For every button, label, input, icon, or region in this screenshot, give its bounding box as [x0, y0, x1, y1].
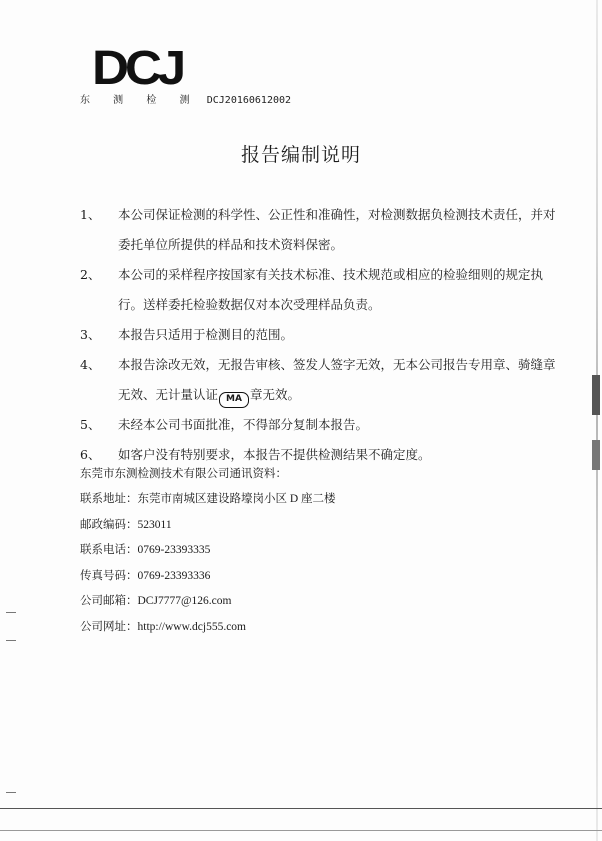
footer-divider: [0, 808, 602, 809]
contact-fax: [80, 563, 500, 589]
scan-tick: [6, 640, 16, 641]
note-text-before: 本报告涂改无效，无报告审核、签发人签字无效，无本公司报告专用章、骑缝章无效、无计量认证: [118, 357, 556, 402]
note-text: 本公司保证检测的科学性、公正性和准确性，对检测数据负检测技术责任，并对委托单位所提供的样品和技术资料保密。: [118, 207, 556, 252]
note-text: 本公司的采样程序按国家有关技术标准、技术规范或相应的检验细则的规定执行。送样委托检验数据仅对本次受理样品负责。: [118, 267, 544, 312]
logo-text: DCJ: [92, 42, 184, 90]
contact-value: 东莞市南城区建设路壕岗小区 D 座二楼: [137, 493, 336, 505]
note-item: [80, 200, 560, 260]
note-text: [118, 350, 560, 410]
contact-label: 联系地址：: [80, 491, 138, 505]
contact-website: [80, 614, 500, 640]
note-number: 4、: [80, 357, 101, 372]
note-text: 如客户没有特别要求，本报告不提供检测结果不确定度。: [118, 447, 431, 462]
contact-value: 523011: [137, 518, 172, 531]
note-item: [80, 260, 560, 320]
note-text: 本报告只适用于检测目的范围。: [118, 327, 294, 342]
report-code: DCJ20160612002: [206, 95, 292, 106]
ma-certification-icon: MA: [219, 392, 249, 408]
scan-tick: [6, 612, 16, 613]
contact-address: [80, 486, 500, 512]
contact-value[interactable]: http://www.dcj555.com: [137, 620, 246, 633]
notes-list: [80, 200, 560, 470]
contact-value: 0769-23393336: [137, 569, 211, 582]
contact-postcode: [80, 512, 500, 538]
contact-value: 0769-23393335: [137, 544, 211, 556]
note-number: 6、: [80, 447, 101, 462]
company-logo: [92, 42, 184, 90]
note-item: [80, 320, 560, 350]
note-text-after: 章无效。: [250, 387, 301, 402]
contact-label: 传真号码：: [80, 567, 138, 582]
contact-label: 联系电话：: [80, 542, 138, 556]
logo-subtitle: [80, 91, 291, 106]
contact-label: 公司网址：: [80, 618, 138, 633]
contact-block: [80, 460, 500, 639]
scan-edge: [596, 0, 598, 841]
scan-edge-mark: [592, 440, 600, 470]
note-number: 3、: [80, 327, 101, 342]
note-number: 1、: [80, 207, 101, 222]
note-number: 2、: [80, 267, 101, 282]
note-number: 5、: [80, 417, 101, 432]
contact-heading: 东莞市东测检测技术有限公司通讯资料：: [80, 466, 287, 480]
contact-label: 邮政编码：: [80, 516, 138, 531]
scan-tick: [6, 792, 16, 793]
contact-email: [80, 588, 500, 614]
note-item: [80, 410, 560, 440]
page-title: 报告编制说明: [240, 144, 361, 166]
contact-label: 公司邮箱：: [80, 593, 138, 607]
scan-edge-mark: [592, 375, 600, 415]
note-item: [80, 350, 560, 410]
company-short-name: 东 测 检 测: [80, 95, 200, 106]
footer-divider: [0, 830, 602, 831]
note-text: 未经本公司书面批准，不得部分复制本报告。: [118, 417, 369, 432]
contact-value[interactable]: DCJ7777@126.com: [137, 595, 232, 607]
contact-phone: [80, 537, 500, 563]
